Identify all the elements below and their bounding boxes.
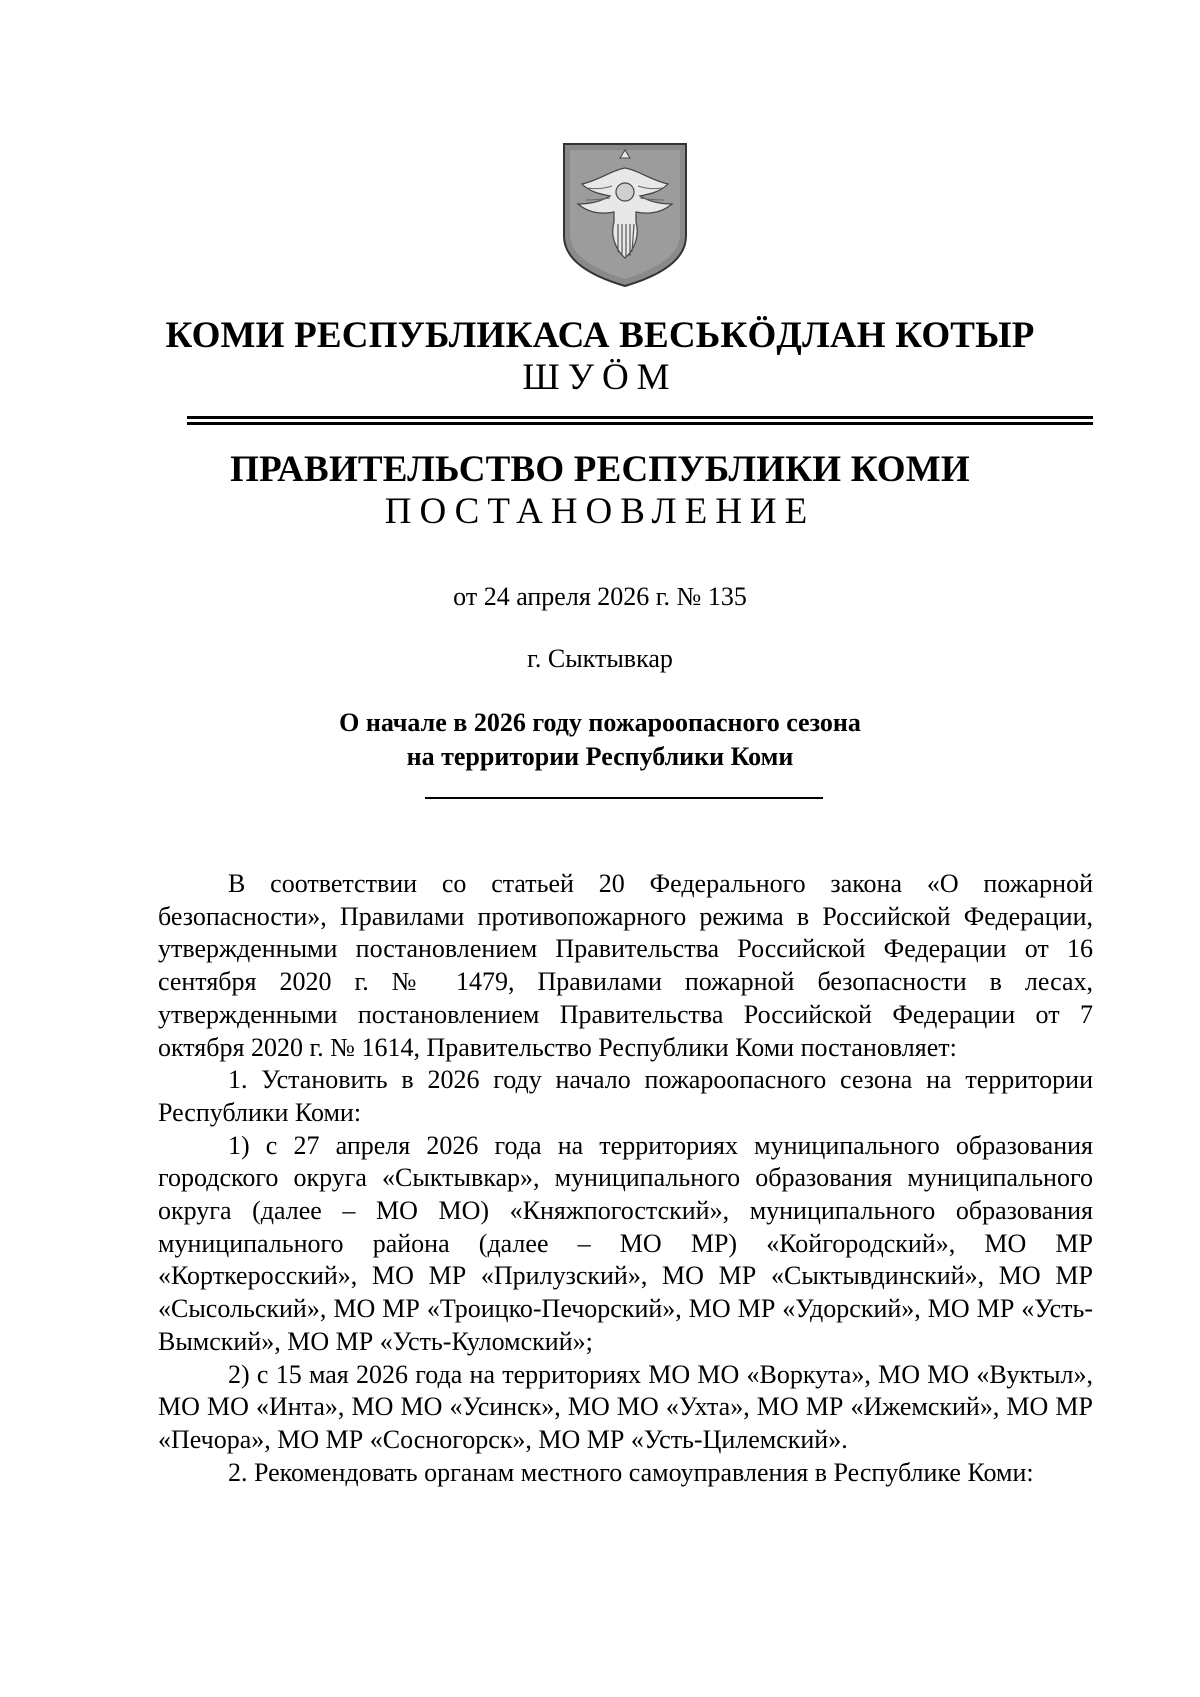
decree-word: ПОСТАНОВЛЕНИЕ [384,491,816,532]
header-double-rule [187,416,1093,425]
komi-decree-word: ШУӦМ [522,357,678,398]
decree-date-number: от 24 апреля 2026 г. № 135 [453,582,747,611]
body-paragraph-subitem-2: 2) с 15 мая 2026 года на территориях МО МО «Воркута», МО МО «Вуктыл», МО МО «Инта», МО МО «Усинск», МО МО «Ухта», МО МР «Ижемский», МО МР «Печора», МО МР «Сосногорск», МО МР «Усть-Цилемский». [158,1359,1093,1454]
body-paragraph-item-1: 1. Установить в 2026 году начало пожароопасного сезона на территории Республики Коми: [158,1065,1093,1127]
coat-of-arms-emblem [560,140,690,290]
subject-underline [425,797,823,799]
government-title: ПРАВИТЕЛЬСТВО РЕСПУБЛИКИ КОМИ [230,449,970,490]
decree-body [158,868,1093,1489]
body-paragraph-preamble: В соответствии со статьей 20 Федерального закона «О пожарной безопасности», Правилами противопожарного режима в Российской Федерации, утвержденными постановлением Правительства Российской Федерации от 16 сентября 2020 г. № 1479, Правилами пожарной безопасности в лесах, утвержденными постановлением Правительства Российской Федерации от 7 октября 2020 г. № 1614, Правительство Республики Коми постановляет: [158,869,1093,1062]
body-paragraph-item-2: 2. Рекомендовать органам местного самоуправления в Республике Коми: [228,1457,1034,1487]
body-paragraph-subitem-1: 1) с 27 апреля 2026 года на территориях муниципального образования городского округа «Сыктывкар», муниципального образования муниципального округа (далее – МО МО) «Княжпогостский», муниципального образования муниципального района (далее – МО МР) «Койгородский», МО МР «Корткеросский», МО МР «Прилузский», МО МР «Сыктывдинский», МО МР «Сысольский», МО МР «Троицко-Печорский», МО МР «Удорский», МО МР «Усть-Вымский», МО МР «Усть-Куломский»; [158,1130,1093,1356]
decree-subject-line-2: на территории Республики Коми [406,742,794,771]
komi-government-title: КОМИ РЕСПУБЛИКАСА ВЕСЬКӦДЛАН КОТЫР [165,315,1035,356]
decree-subject-line-1: О начале в 2026 году пожароопасного сезона [339,708,861,737]
decree-city: г. Сыктывкар [527,644,673,673]
